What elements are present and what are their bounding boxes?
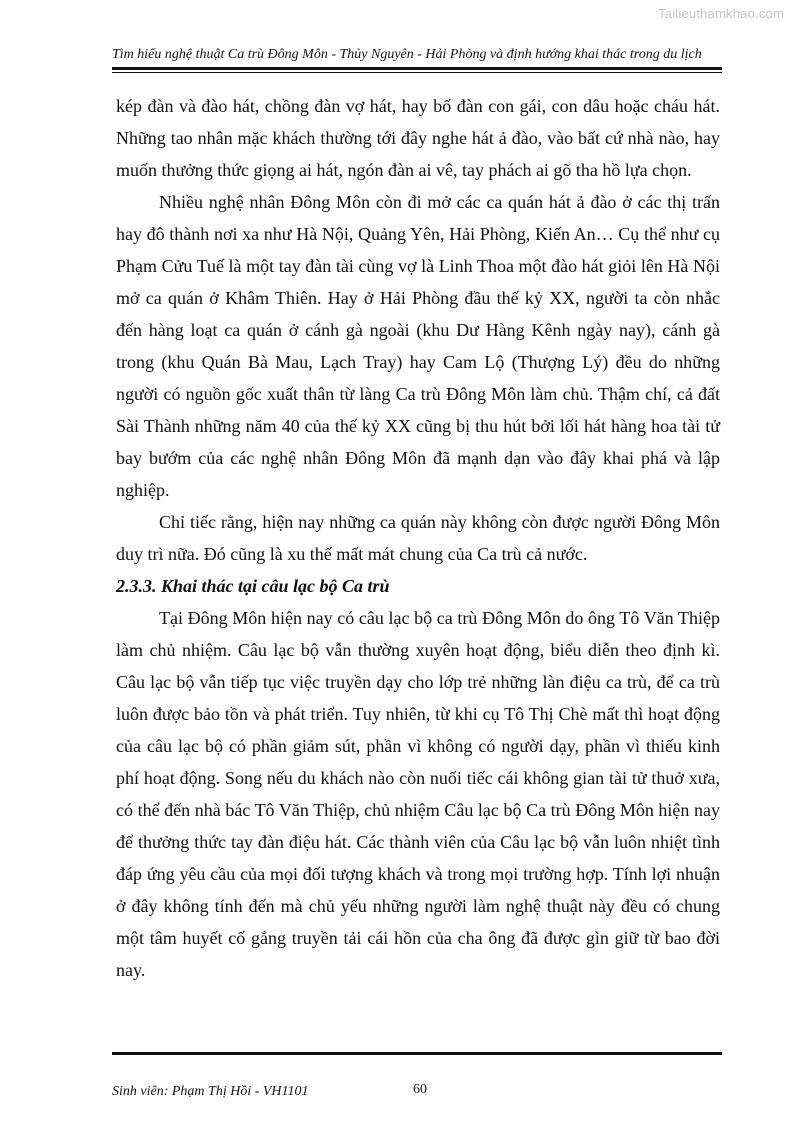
footer-student-name: Sinh viên: Phạm Thị Hồi - VH1101 xyxy=(112,1084,309,1099)
footer-rule xyxy=(112,1052,722,1055)
header-rule-thick xyxy=(112,67,722,70)
paragraph-regret: Chỉ tiếc rằng, hiện nay những ca quán này không còn được người Đông Môn duy trì nữa. Đó cũng là xu thế mất mát chung của Ca trù cả nước. xyxy=(116,512,720,564)
page-number: 60 xyxy=(413,1082,427,1097)
document-body xyxy=(116,90,720,986)
paragraph-continued: kép đàn và đào hát, chồng đàn vợ hát, hay bố đàn con gái, con dâu hoặc cháu hát. Những tao nhân mặc khách thường tới đây nghe hát ả đào, vào bất cứ nhà nào, hay muốn thưởng thức giọng ai hát, ngón đàn ai vê, tay phách ai gõ tha hồ lựa chọn. xyxy=(116,96,720,180)
paragraph-club: Tại Đông Môn hiện nay có câu lạc bộ ca trù Đông Môn do ông Tô Văn Thiệp làm chủ nhiệm. Câu lạc bộ vẫn thường xuyên hoạt động, biểu diễn theo định kì. Câu lạc bộ vẫn tiếp tục việc truyền dạy cho lớp trẻ những làn điệu ca trù, để ca trù luôn được bảo tồn và phát triển. Tuy nhiên, từ khi cụ Tô Thị Chè mất thì hoạt động của câu lạc bộ có phần giảm sút, phần vì không có người dạy, phần vì thiếu kinh phí hoạt động. Song nếu du khách nào còn nuối tiếc cái không gian tài tử thuở xưa, có thể đến nhà bác Tô Văn Thiệp, chủ nhiệm Câu lạc bộ Ca trù Đông Môn hiện nay để thưởng thức tay đàn điệu hát. Các thành viên của Câu lạc bộ vẫn luôn nhiệt tình đáp ứng yêu cầu của mọi đối tượng khách và trong mọi trường hợp. Tính lợi nhuận ở đây không tính đến mà chủ yếu những người làm nghệ thuật này đều có chung một tâm huyết cố gắng truyền tải cái hồn của cha ông đã được gìn giữ từ bao đời nay. xyxy=(116,608,720,980)
running-header: Tìm hiểu nghệ thuật Ca trù Đông Môn - Thủy Nguyên - Hải Phòng và định hướng khai thác trong du lịch xyxy=(112,47,702,62)
paragraph-ca-quan: Nhiều nghệ nhân Đông Môn còn đi mở các ca quán hát ả đào ở các thị trấn hay đô thành nơi xa như Hà Nội, Quảng Yên, Hải Phòng, Kiến An… Cụ thể như cụ Phạm Cửu Tuế là một tay đàn tài cùng vợ là Linh Thoa một đào hát giỏi lên Hà Nội mở ca quán ở Khâm Thiên. Hay ở Hải Phòng đầu thế kỷ XX, người ta còn nhắc đến hàng loạt ca quán ở cánh gà ngoài (khu Dư Hàng Kênh ngày nay), cánh gà trong (khu Quán Bà Mau, Lạch Tray) hay Cam Lộ (Thượng Lý) đều do những người có nguồn gốc xuất thân từ làng Ca trù Đông Môn làm chủ. Thậm chí, cả đất Sài Thành những năm 40 của thế kỷ XX cũng bị thu hút bởi lối hát hàng hoa tài tử bay bướm của các nghệ nhân Đông Môn đã mạnh dạn vào đây khai phá và lập nghiệp. xyxy=(116,192,720,500)
header-rule-thin xyxy=(112,72,722,73)
watermark-text: Tailieuthamkhao.com xyxy=(658,6,784,21)
section-heading: 2.3.3. Khai thác tại câu lạc bộ Ca trù xyxy=(116,576,390,596)
